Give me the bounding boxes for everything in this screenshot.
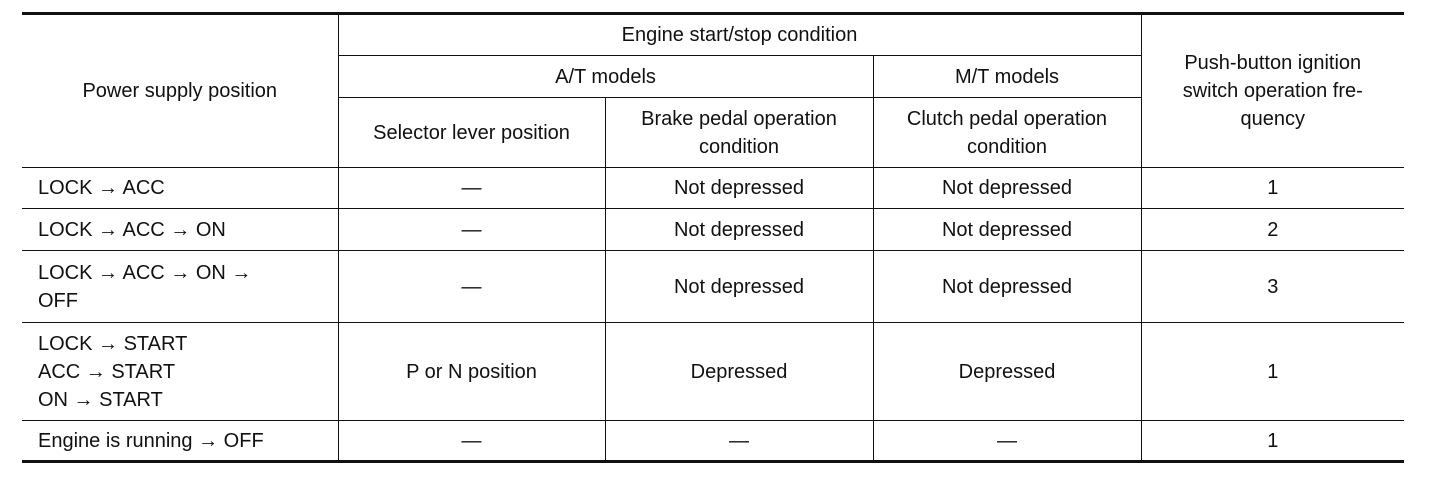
brake-cell: Not depressed: [605, 168, 873, 209]
power-supply-position-header: Power supply position: [22, 14, 338, 168]
power-position-cell: Engine is running → OFF: [22, 421, 338, 462]
frequency-header: Push-button ignition switch operation fre- quency: [1141, 14, 1404, 168]
frequency-cell: 1: [1141, 323, 1404, 421]
frequency-cell: 2: [1141, 209, 1404, 251]
selector-lever-header: Selector lever position: [338, 98, 605, 168]
power-position-cell: LOCK → START ACC → START ON → START: [22, 323, 338, 421]
frequency-cell: 3: [1141, 251, 1404, 323]
clutch-cell: Depressed: [873, 323, 1141, 421]
power-supply-condition-table: [22, 12, 1404, 463]
selector-cell: —: [338, 421, 605, 462]
selector-cell: —: [338, 168, 605, 209]
brake-cell: —: [605, 421, 873, 462]
table-row: [22, 168, 1404, 209]
clutch-cell: Not depressed: [873, 251, 1141, 323]
brake-cell: Not depressed: [605, 251, 873, 323]
brake-cell: Not depressed: [605, 209, 873, 251]
header-row-1: [22, 14, 1404, 56]
table-row: [22, 323, 1404, 421]
clutch-cell: Not depressed: [873, 168, 1141, 209]
clutch-cell: —: [873, 421, 1141, 462]
table-row: [22, 251, 1404, 323]
selector-cell: P or N position: [338, 323, 605, 421]
table-row: [22, 209, 1404, 251]
brake-pedal-header: Brake pedal operation condition: [605, 98, 873, 168]
at-models-header: A/T models: [338, 56, 873, 98]
engine-condition-header: Engine start/stop condition: [338, 14, 1141, 56]
frequency-cell: 1: [1141, 168, 1404, 209]
clutch-pedal-header: Clutch pedal operation condition: [873, 98, 1141, 168]
power-position-cell: LOCK → ACC → ON → OFF: [22, 251, 338, 323]
frequency-cell: 1: [1141, 421, 1404, 462]
brake-cell: Depressed: [605, 323, 873, 421]
power-position-cell: LOCK → ACC: [22, 168, 338, 209]
clutch-cell: Not depressed: [873, 209, 1141, 251]
selector-cell: —: [338, 209, 605, 251]
selector-cell: —: [338, 251, 605, 323]
power-position-cell: LOCK → ACC → ON: [22, 209, 338, 251]
table-row: [22, 421, 1404, 462]
mt-models-header: M/T models: [873, 56, 1141, 98]
